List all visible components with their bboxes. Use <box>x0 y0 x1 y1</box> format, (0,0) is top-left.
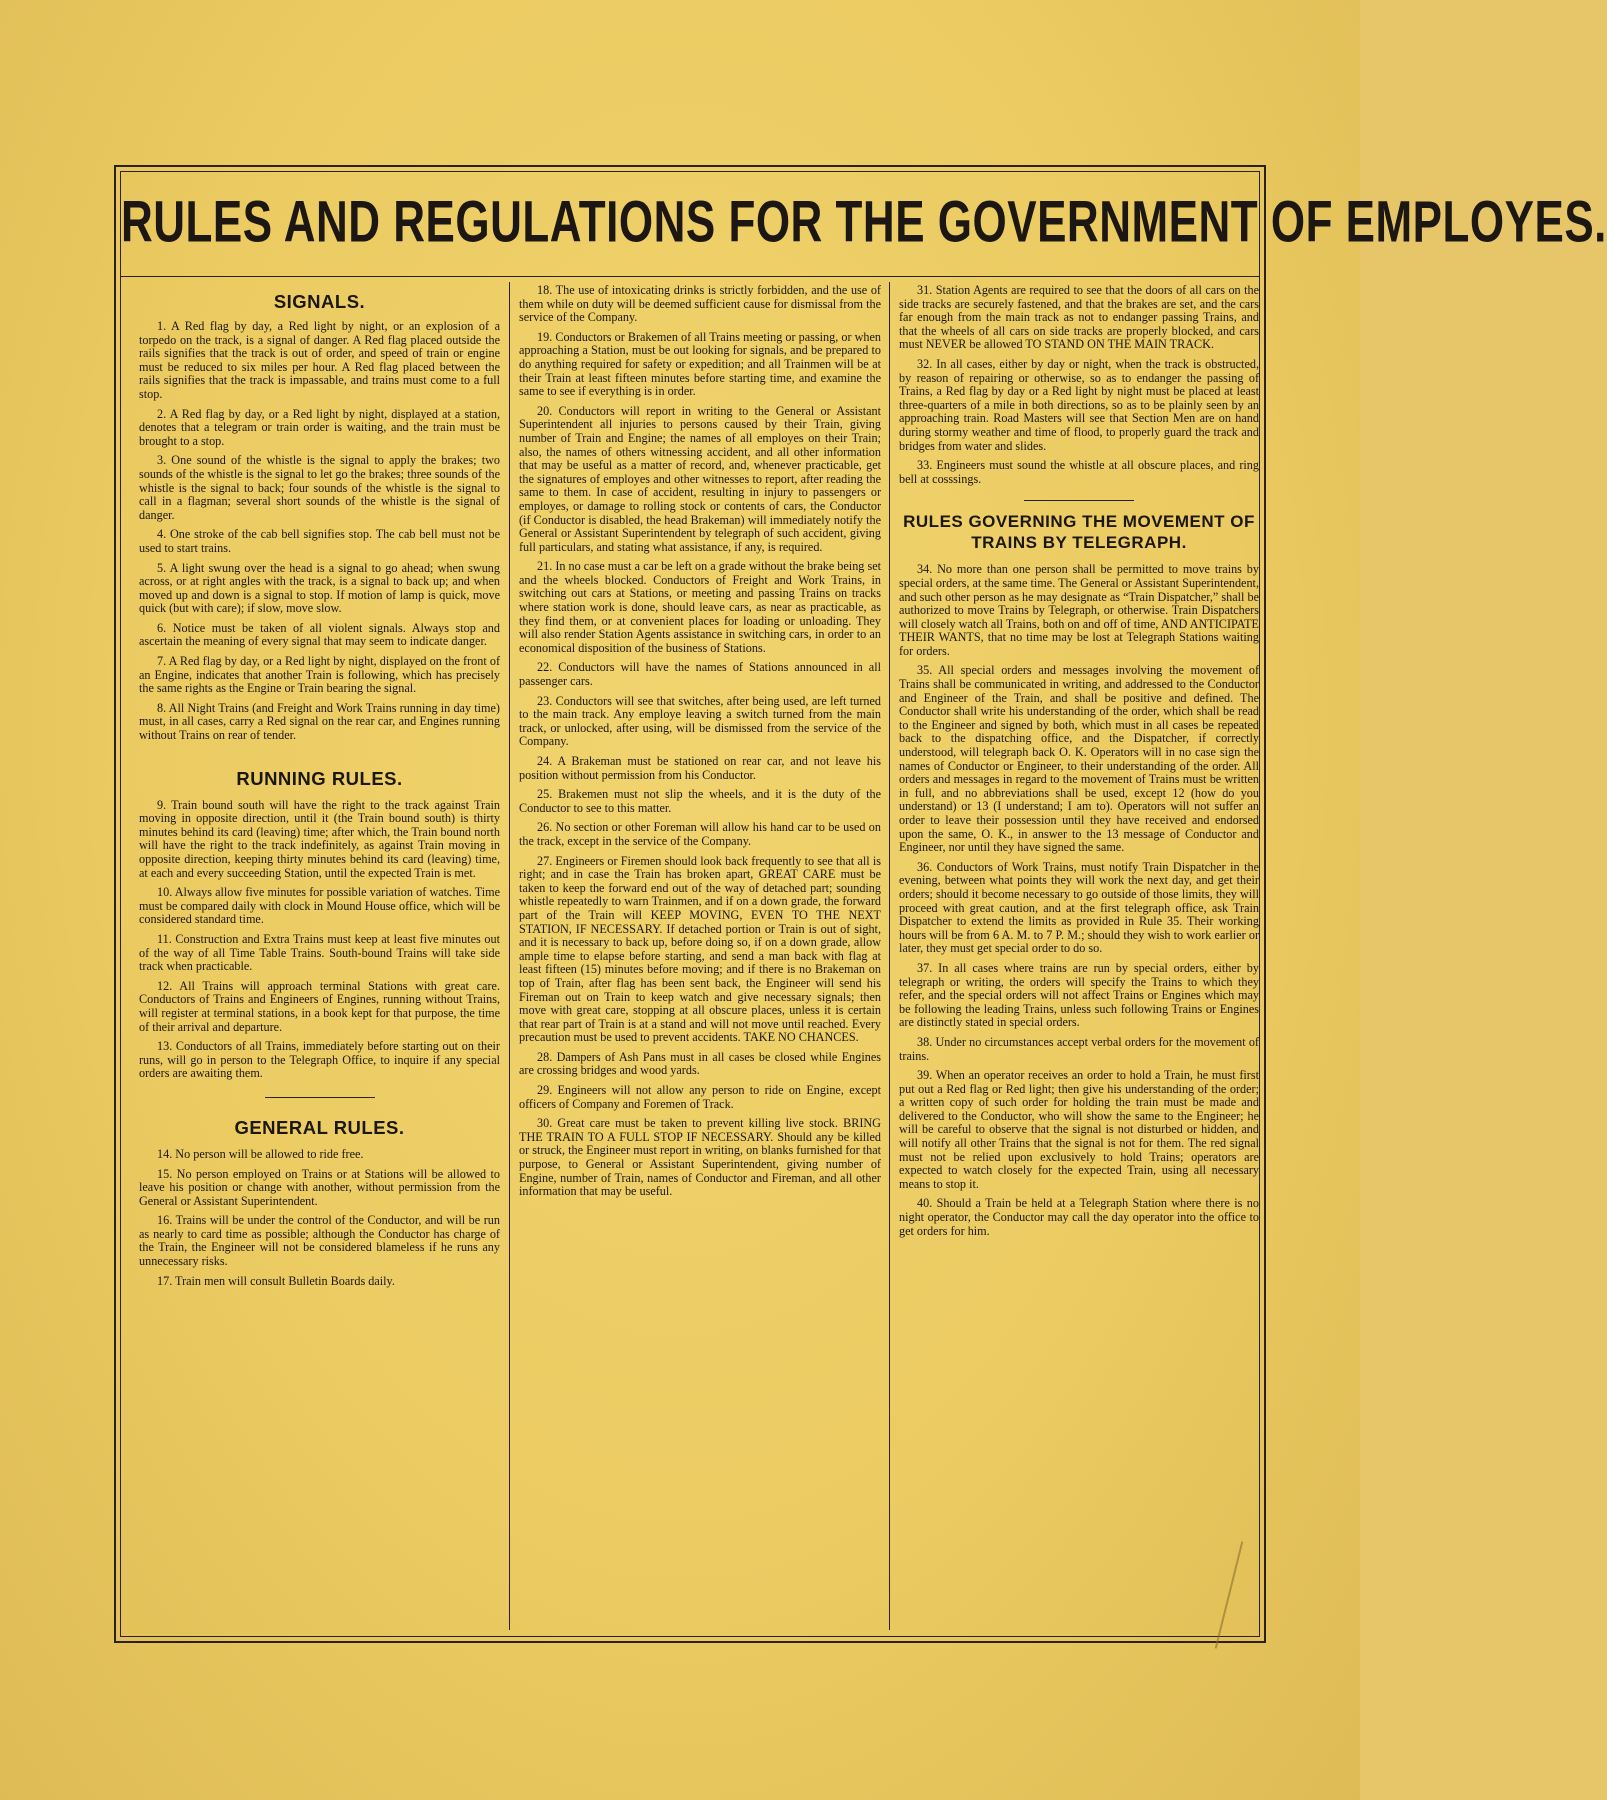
column-middle <box>511 284 889 1630</box>
rule-6: 6. Notice must be taken of all violent signals. Always stop and ascertain the meaning of every signal that may seem to indicate danger. <box>139 620 500 649</box>
section-heading-telegraph: RULES GOVERNING THE MOVEMENT OF TRAINS BY TELEGRAPH. <box>903 512 1255 553</box>
rule-38: 38. Under no circumstances accept verbal orders for the movement of trains. <box>899 1034 1259 1063</box>
rule-30: 30. Great care must be taken to prevent killing live stock. BRING THE TRAIN TO A FULL STOP IF NECESSARY. Should any be killed or struck, the Engineer must report in writing, on blanks furnished for that purpose, to General or Assistant Superintendent, giving number of Engine, number of Train, names of Conductor and Fireman, and all other information that may be useful. <box>519 1116 881 1199</box>
rule-26: 26. No section or other Foreman will allow his hand car to be used on the track, except in the service of the Company. <box>519 820 881 848</box>
rule-2: 2. A Red flag by day, or a Red light by night, displayed at a station, denotes that a telegram or train order is waiting, and the train must be brought to a stop. <box>139 406 500 448</box>
rule-32: 32. In all cases, either by day or night, when the track is obstructed, by reason of repairing or otherwise, so as to endanger the passing of Trains, a Red flag by day or a Red light by night must be placed at least three-quarters of a mile in both directions, so as to be plainly seen by an approaching train. Road Masters will see that Section Men are on hand during stormy weather and time of flood, to properly guard the track and bridges from water and slides. <box>899 356 1259 453</box>
column-left <box>131 284 508 1630</box>
rule-37: 37. In all cases where trains are run by special orders, either by telegraph or writing, the orders will specify the Trains to which they refer, and the special orders will not affect Trains or Engines which may be following the leading Trains, unless such following Trains or Engines are distinctly stated in special orders. <box>899 960 1259 1030</box>
rule-31: 31. Station Agents are required to see that the doors of all cars on the side tracks are securely fastened, and that the brakes are set, and the cars far enough from the main track as not to endanger passing Trains, and that the wheels of all cars on side tracks are properly blocked, and cars must NEVER be allowed TO STAND ON THE MAIN TRACK. <box>899 283 1259 352</box>
rule-15: 15. No person employed on Trains or at Stations will be allowed to leave his position or change with another, without permission from the General or Assistant Superintendent. <box>139 1166 500 1208</box>
border-frame <box>114 165 1607 1643</box>
rule-19: 19. Conductors or Brakemen of all Trains meeting or passing, or when approaching a Station, must be out looking for signals, and be prepared to do anything required for safety or expedition; and all Trainmen will be at their Train at least fifteen minutes before starting time, and examine the same to see if everything is in order. <box>519 329 881 399</box>
rule-3: 3. One sound of the whistle is the signal to apply the brakes; two sounds of the whistle is the signal to let go the brakes; three sounds of the whistle is the signal to back; four sounds of the whistle is the signal to call in a flagman; several short sounds of the whistle is the signal of danger. <box>139 453 500 522</box>
column-divider-2 <box>889 282 890 1630</box>
rule-22: 22. Conductors will have the names of Stations announced in all passenger cars. <box>519 660 881 689</box>
rule-7: 7. A Red flag by day, or a Red light by night, displayed on the front of an Engine, indicates that another Train is following, which has precisely the same rights as the Engine or Train bearing the signal. <box>139 654 500 696</box>
rule-36: 36. Conductors of Work Trains, must notify Train Dispatcher in the evening, between what points they will work the next day, and get their orders; should it become necessary to go outside of those limits, they will proceed with great caution, and at the first telegraph office, ask Train Dispatcher to extend the limits as provided in Rule 35. Their working hours will be from 6 A. M. to 7 P. M.; should they wish to work earlier or later, they must get special order to do so. <box>899 859 1259 956</box>
section-heading-general: GENERAL RULES. <box>234 1116 405 1138</box>
title-divider <box>121 276 1259 277</box>
rule-21: 21. In no case must a car be left on a grade without the brake being set and the wheels blocked. Conductors of Freight and Work Trains, in switching out cars at Stations, or meeting and passing Trains on tracks where station work is done, should leave cars, as near as practicable, as they find them, or at convenient places for loading or unloading. They will also render Station Agents assistance in switching cars, in order to an economical disposition of the business of Stations. <box>519 559 881 655</box>
rule-39: 39. When an operator receives an order to hold a Train, he must first put out a Red flag or Red light; then give his understanding of the order; a written copy of such order for holding the train must be made and delivered to the Conductor, who will show the same to the Engineer; he will be careful to observe that the signal is not disturbed or hidden, and will notify all other Trains that the signal is not for them. The red signal must not be relied upon exclusively to hold Trains; operators are expected to watch closely for the expected Train, using all necessary means to stop it. <box>899 1068 1259 1191</box>
inner-border <box>120 171 1607 1637</box>
rule-24: 24. A Brakeman must be stationed on rear car, and not leave his position without permission from his Conductor. <box>519 754 881 782</box>
rule-17: 17. Train men will consult Bulletin Boards daily. <box>157 1273 395 1288</box>
rule-14: 14. No person will be allowed to ride free. <box>157 1146 364 1161</box>
column-right <box>891 284 1267 1630</box>
column-divider-1 <box>509 282 510 1630</box>
rule-10: 10. Always allow five minutes for possible variation of watches. Time must be compared daily with clock in Mound House office, which will be considered standard time. <box>139 885 500 927</box>
rule-25: 25. Brakemen must not slip the wheels, and it is the duty of the Conductor to see to this matter. <box>519 787 881 815</box>
rule-1: 1. A Red flag by day, a Red light by night, or an explosion of a torpedo on the track, is a signal of danger. A Red flag placed outside the rails signifies that the track is out of order, and speed of train or engine must be reduced to six miles per hour. A Red flag placed between the rails signifies that the track is impassable, and trains must come to a full stop. <box>139 319 500 401</box>
rule-27: 27. Engineers or Firemen should look back frequently to see that all is right; and in case the Train has broken apart, GREAT CARE must be taken to keep the forward end out of the way of detached part; sounding whistle repeatedly to warn Trainmen, and if on a down grade, the forward part of the Train will KEEP MOVING, EVEN TO THE NEXT STATION, IF NECESSARY. If detached portion or Train is out of sight, and it is necessary to back up, before doing so, if on a down grade, allow ample time to elapse before starting, and send a man back with flag at least fifteen (15) minutes before moving; and if there is no Brakeman on top of Train, after flag has been sent back, the Engineer will send his Fireman out on Train to keep watch and give necessary signals; then move with great care, stopping at all obscure places, unless it is certain that rear part of Train is at a stand and will not move until reached. Every precaution must be used to prevent accidents. TAKE NO CHANCES. <box>519 853 881 1045</box>
rule-34: 34. No more than one person shall be permitted to move trains by special orders, at the same time. The General or Assistant Superintendent, and such other person as he may designate as “Train Dispatcher,” shall be authorized to move Trains by Telegraph, or otherwise. Train Dispatchers will closely watch all Trains, both on and off of time, AND ANTICIPATE THEIR WANTS, that no time may be lost at Telegraph Stations waiting for orders. <box>899 562 1259 658</box>
rule-4: 4. One stroke of the cab bell signifies stop. The cab bell must not be used to start trains. <box>139 527 500 555</box>
section-heading-running: RUNNING RULES. <box>236 767 403 789</box>
rule-23: 23. Conductors will see that switches, after being used, are left turned to the main track. Any employe leaving a switch turned from the main track, or unlocked, after using, will be dismissed from the service of the Company. <box>519 693 881 749</box>
rule-20: 20. Conductors will report in writing to the General or Assistant Superintendent all injuries to persons caused by their Train, giving number of Train and Engine; the names of all employes on their Train; also, the names of others witnessing accident, and all other information that may be useful as a matter of record, and, whenever practicable, get the signatures of employes and other witnesses to report, after reading the same to them. In case of accident, resulting in injury to passengers or employes, or damage to rolling stock or contents of cars, the Conductor (if Conductor is disabled, the head Brakeman) will immediately notify the General or Assistant Superintendent by telegraph of such accident, giving full particulars, and stating what assistance, if any, is required. <box>519 403 881 554</box>
rule-35: 35. All special orders and messages involving the movement of Trains shall be communicated in writing, and addressed to the Conductor and Engineer of the Train, and shall be positive and defined. The Conductor shall write his understanding of the order, which shall be read to the Engineer and signed by both, which must in all cases be repeated back to the dispatching office, and the Dispatcher, if correctly understood, will telegraph back O. K. Operators will in no case sign the names of Conductor or Engineer, to their understanding of the order. All orders and messages in regard to the movement of Trains must be written in full, and no abbreviations shall be used, except 12 (how do you understand) or 13 (I understand; I am to). Operators will not suffer an order to leave their possession until they have received and endorsed upon the same, O. K., in answer to the 13 message of Conductor and Engineer, nor until they have signed the same. <box>899 663 1259 855</box>
section-heading-signals: SIGNALS. <box>273 291 366 312</box>
rule-29: 29. Engineers will not allow any person to ride on Engine, except officers of Company and Foremen of Track. <box>519 1083 881 1111</box>
rule-12: 12. All Trains will approach terminal Stations with great care. Conductors of Trains and Engineers of Engines, running without Trains, will register at terminal stations, in a book kept for that purpose, the time of their arrival and departure. <box>139 978 500 1034</box>
rule-8: 8. All Night Trains (and Freight and Work Trains running in day time) must, in all cases, carry a Red signal on the rear car, and Engines running without Trains on rear of tender. <box>139 700 500 743</box>
rule-28: 28. Dampers of Ash Pans must in all cases be closed while Engines are crossing bridges and wood yards. <box>519 1049 881 1078</box>
page-title: RULES AND REGULATIONS FOR THE GOVERNMENT OF EMPLOYES. <box>121 190 1607 255</box>
rule-16: 16. Trains will be under the control of the Conductor, and will be run as nearly to card time as possible; although the Conductor has charge of the Train, the Engineer will not be considered blameless if he runs any unnecessary risks. <box>139 1213 500 1269</box>
rule-18: 18. The use of intoxicating drinks is strictly forbidden, and the use of them while on duty will be deemed sufficient cause for dismissal from the service of the Company. <box>519 283 881 325</box>
rule-9: 9. Train bound south will have the right to the track against Train moving in opposite direction, until it (the Train bound south) is thirty minutes behind its card (leaving) time; after which, the Train bound north will have the right to the track indefinitely, as against Train moving in opposite direction, keeping thirty minutes behind its card (leaving) time, at each and every succeeding Station, until the expected Train is met. <box>139 797 500 880</box>
rule-13: 13. Conductors of all Trains, immediately before starting out on their runs, will go in person to the Telegraph Office, to inquire if any special orders are awaiting them. <box>139 1039 500 1081</box>
rule-11: 11. Construction and Extra Trains must keep at least five minutes out of the way of all Time Table Trains. South-bound Trains will take side track when practicable. <box>139 931 500 974</box>
rule-5: 5. A light swung over the head is a signal to go ahead; when swung across, or at right angles with the track, is a signal to back up; and when moved up and down is a signal to stop. If motion of lamp is quick, move quick (but with care); if slow, move slow. <box>139 560 500 616</box>
rule-33: 33. Engineers must sound the whistle at all obscure places, and ring bell at cosssings. <box>899 458 1259 486</box>
rule-40: 40. Should a Train be held at a Telegraph Station where there is no night operator, the Conductor may call the day operator into the office to get orders for him. <box>899 1196 1259 1238</box>
